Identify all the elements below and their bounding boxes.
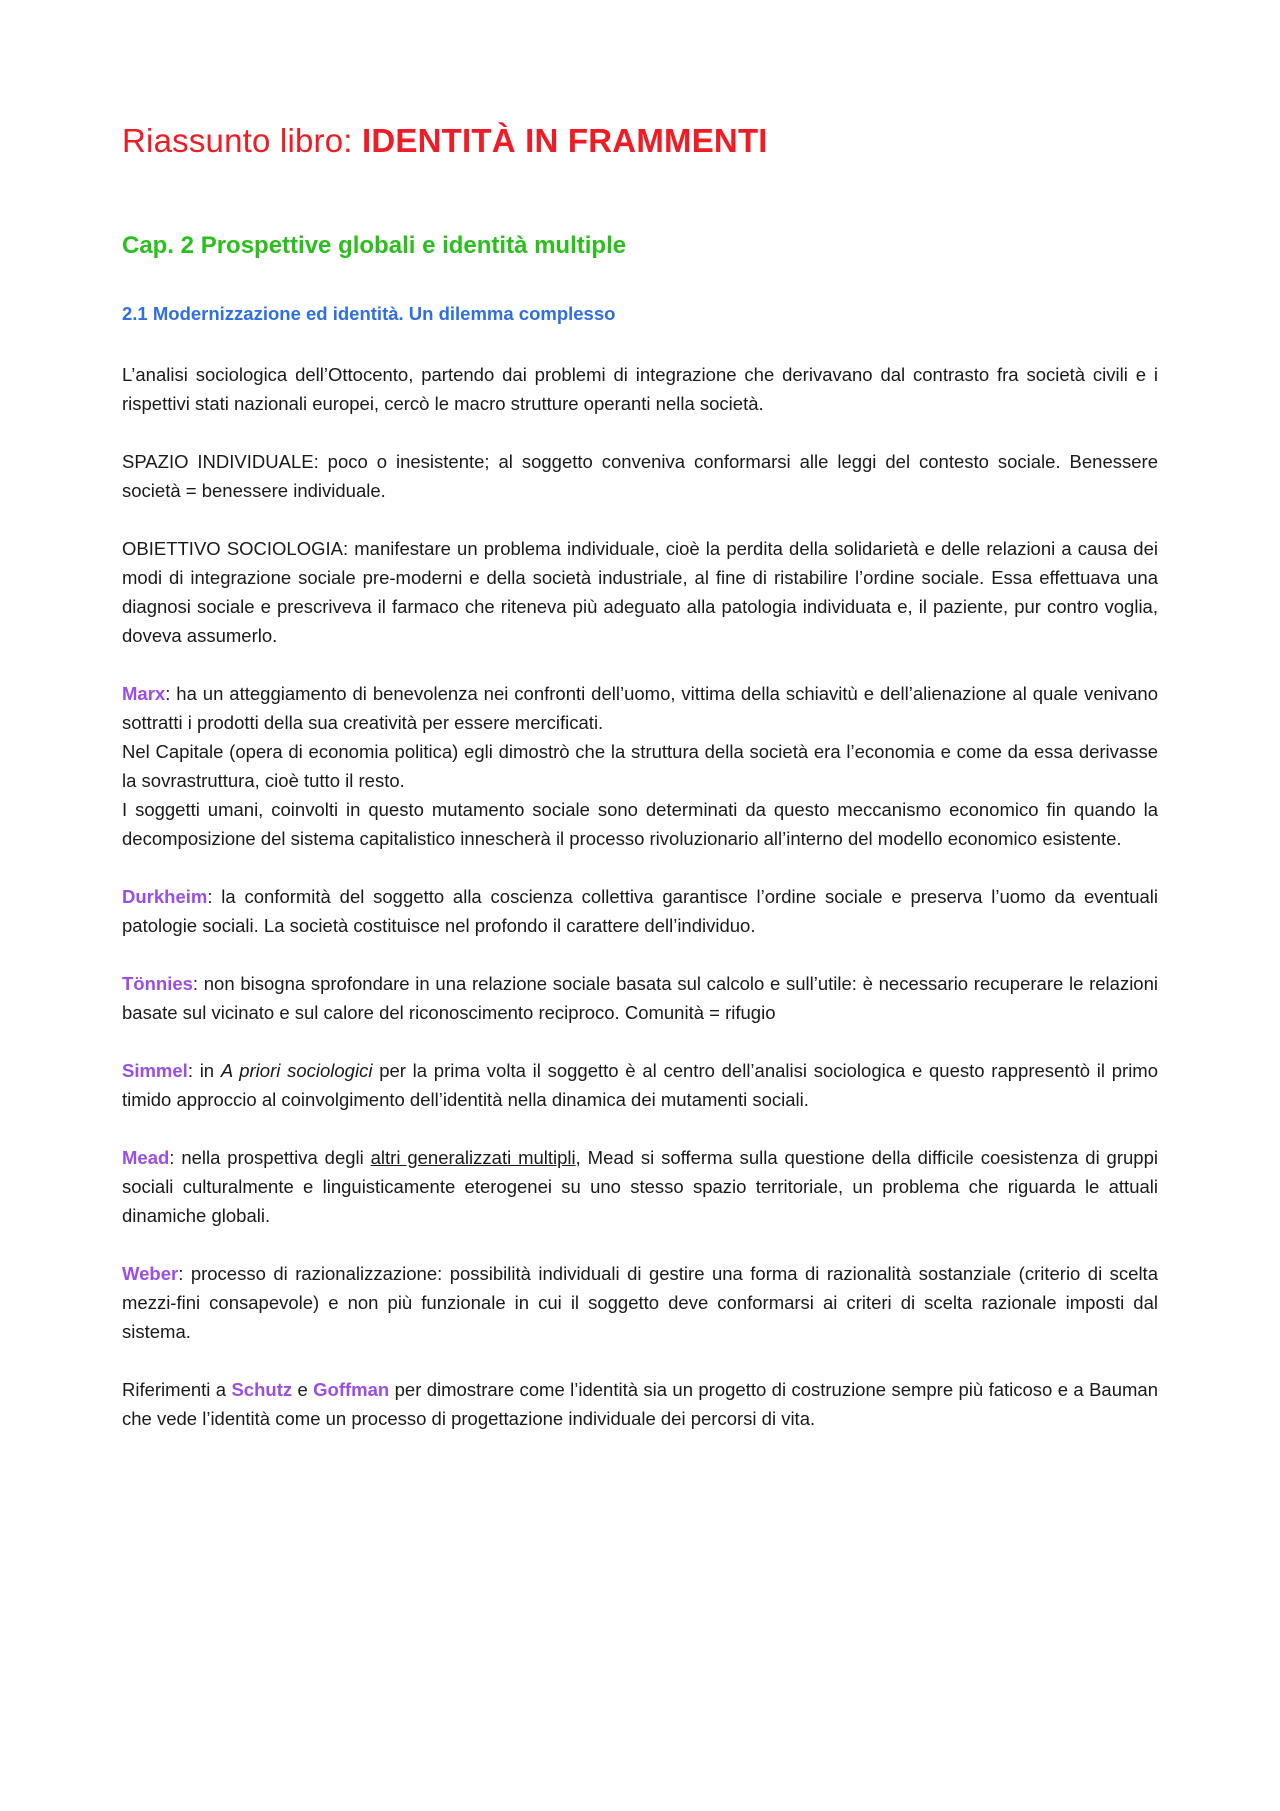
tonnies-text: : non bisogna sprofondare in una relazione sociale basata sul calcolo e sull’utile: è necessario recuperare le relazioni basate sul vicinato e sul calore del riconoscimento reciproco. Comunità = rifugio — [122, 973, 1158, 1023]
marx-text-1: : ha un atteggiamento di benevolenza nei confronti dell’uomo, vittima della schiavitù e dell’alienazione al quale venivano sottratti i prodotti della sua creatività per essere mercificati. — [122, 683, 1158, 733]
author-name-weber: Weber — [122, 1263, 179, 1284]
paragraph-riferimenti — [122, 1375, 1158, 1433]
paragraph-tonnies — [122, 969, 1158, 1027]
riferimenti-text-post: per dimostrare come l’identità sia un progetto di costruzione sempre più faticoso e a Bauman che vede l’identità come un processo di progettazione individuale dei percorsi di vita. — [122, 1379, 1158, 1429]
author-name-simmel: Simmel — [122, 1060, 188, 1081]
paragraph-mead — [122, 1143, 1158, 1230]
simmel-text-pre: : in — [187, 1060, 221, 1081]
title-book-name: IDENTITÀ IN FRAMMENTI — [362, 122, 768, 159]
paragraph-durkheim — [122, 882, 1158, 940]
weber-text: : processo di razionalizzazione: possibilità individuali di gestire una forma di razionalità sostanziale (criterio di scelta mezzi-fini consapevole) e non più funzionale in cui il soggetto deve conformarsi ai criteri di scelta razionale imposti dal sistema. — [122, 1263, 1158, 1342]
document-body — [122, 360, 1158, 1462]
chapter-heading: Cap. 2 Prospettive globali e identità multiple — [122, 232, 627, 259]
paragraph-intro: L’analisi sociologica dell’Ottocento, partendo dai problemi di integrazione che derivavano dal contrasto fra società civili e i rispettivi stati nazionali europei, cercò le macro strutture operanti nella società. — [122, 364, 1158, 414]
durkheim-text: : la conformità del soggetto alla coscienza collettiva garantisce l’ordine sociale e preserva l’uomo da eventuali patologie sociali. La società costituisce nel profondo il carattere dell’individuo. — [122, 886, 1158, 936]
mead-underlined-concept: altri generalizzati multipli — [370, 1147, 576, 1168]
paragraph-simmel — [122, 1056, 1158, 1114]
author-name-mead: Mead — [122, 1147, 170, 1168]
paragraph-weber — [122, 1259, 1158, 1346]
author-name-schutz: Schutz — [231, 1379, 293, 1400]
simmel-book-title: A priori sociologici — [220, 1060, 373, 1081]
author-name-durkheim: Durkheim — [122, 886, 208, 907]
paragraph-marx-2: Nel Capitale (opera di economia politica) egli dimostrò che la struttura della società era l’economia e come da essa derivasse la sovrastruttura, cioè tutto il resto. — [122, 741, 1158, 791]
paragraph-obiettivo-sociologia: OBIETTIVO SOCIOLOGIA: manifestare un problema individuale, cioè la perdita della solidarietà e delle relazioni a causa dei modi di integrazione sociale pre-moderni e della società industriale, al fine di ristabilire l’ordine sociale. Essa effettuava una diagnosi sociale e prescriveva il farmaco che riteneva più adeguato alla patologia individuata e, il paziente, pur contro voglia, doveva assumerlo. — [122, 538, 1158, 646]
mead-text-post: , Mead si sofferma sulla questione della difficile coesistenza di gruppi sociali culturalmente e linguisticamente eterogenei su uno stesso spazio territoriale, un problema che riguarda le attuali dinamiche globali. — [122, 1147, 1158, 1226]
author-name-tonnies: Tönnies — [122, 973, 193, 994]
riferimenti-text-pre: Riferimenti a — [122, 1379, 232, 1400]
riferimenti-text-mid: e — [292, 1379, 314, 1400]
title-prefix: Riassunto libro: — [122, 122, 363, 159]
mead-text-pre: : nella prospettiva degli — [169, 1147, 371, 1168]
section-heading: 2.1 Modernizzazione ed identità. Un dilemma complesso — [122, 303, 616, 324]
paragraph-spazio-individuale: SPAZIO INDIVIDUALE: poco o inesistente; al soggetto conveniva conformarsi alle leggi del contesto sociale. Benessere società = benessere individuale. — [122, 451, 1158, 501]
author-name-goffman: Goffman — [313, 1379, 390, 1400]
document-title — [122, 122, 768, 160]
paragraph-marx-3: I soggetti umani, coinvolti in questo mutamento sociale sono determinati da questo meccanismo economico fin quando la decomposizione del sistema capitalistico innescherà il processo rivoluzionario all’interno del modello economico esistente. — [122, 799, 1158, 849]
paragraph-marx-1 — [122, 679, 1158, 737]
simmel-text-post: per la prima volta il soggetto è al centro dell’analisi sociologica e questo rappresentò il primo timido approccio al coinvolgimento dell’identità nella dinamica dei mutamenti sociali. — [122, 1060, 1159, 1110]
author-name-marx: Marx — [122, 683, 166, 704]
